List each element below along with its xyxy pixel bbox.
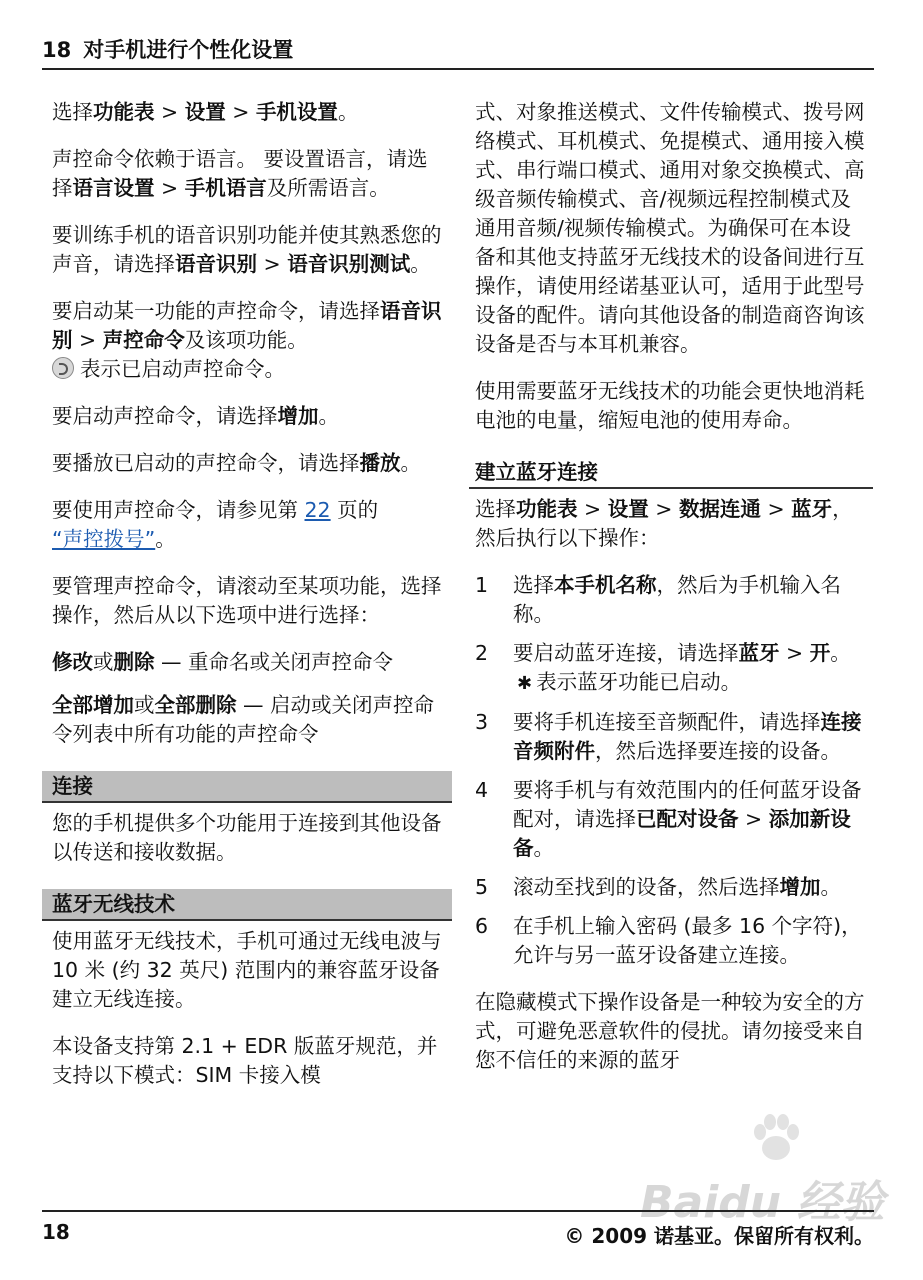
step-item: 4 要将手机与有效范围内的任何蓝牙设备配对，请选择已配对设备 > 添加新设备。 [475, 778, 862, 860]
baidu-watermark: Baidu 经验 [640, 1130, 870, 1220]
para-manage: 要管理声控命令，请滚动至某项功能，选择操作，然后从以下选项中进行选择： [52, 574, 442, 627]
para-connect: 您的手机提供多个功能用于连接到其他设备以传送和接收数据。 [52, 811, 442, 864]
step-item: 1 选择本手机名称，然后为手机输入名称。 [475, 573, 841, 626]
para-battery: 使用需要蓝牙无线技术的功能会更快地消耗电池的电量，缩短电池的使用寿命。 [475, 379, 865, 432]
voice-command-icon [52, 357, 74, 379]
right-column [475, 98, 867, 1093]
para-hidden-mode: 在隐藏模式下操作设备是一种较为安全的方式，可避免恶意软件的侵扰。请勿接受来自您不信任的来源的蓝牙 [475, 990, 865, 1072]
para-play: 要播放已启动的声控命令，请选择播放。 [52, 451, 421, 475]
bluetooth-icon: ✱ [517, 673, 533, 694]
para-bluetooth-spec: 本设备支持第 2.1 + EDR 版蓝牙规范，并支持以下模式：SIM 卡接入模 [52, 1034, 438, 1087]
page-link[interactable]: 22 [304, 498, 331, 522]
option-add-all-delete-all: 全部增加或全部删除 — 启动或关闭声控命令列表中所有功能的声控命令 [52, 693, 435, 746]
steps-list [475, 571, 867, 970]
step-item: 5 滚动至找到的设备，然后选择增加。 [475, 875, 841, 899]
footer-copyright: © 2009 诺基亚。保留所有权利。 [564, 1224, 874, 1248]
para-bluetooth-range: 使用蓝牙无线技术，手机可通过无线电波与 10 米 (约 32 英尺) 范围内的兼容蓝牙设备建立无线连接。 [52, 929, 442, 1011]
option-edit-delete: 修改或删除 — 重命名或关闭声控命令 [52, 650, 394, 674]
page-footer [42, 1210, 874, 1249]
para-add: 要启动声控命令，请选择增加。 [52, 404, 339, 428]
para-start-function: 要启动某一功能的声控命令，请选择语音识别 > 声控命令及该项功能。 表示已启动声控命令。 [52, 299, 442, 381]
page-header [42, 36, 874, 70]
footer-page-number: 18 [42, 1220, 70, 1244]
step-item: 3 要将手机连接至音频配件，请选择连接音频附件，然后选择要连接的设备。 [475, 710, 862, 763]
left-column [52, 98, 442, 1108]
section-title-bluetooth: 蓝牙无线技术 [42, 889, 452, 921]
para-see-page: 要使用声控命令，请参见第 22 页的 “声控拨号”。 [52, 498, 379, 551]
para-profiles: 式、对象推送模式、文件传输模式、拨号网络模式、耳机模式、免提模式、通用接入模式、串行端口模式、通用对象交换模式、高级音频传输模式、音/视频远程控制模式及通用音频/视频传输模式。为确保可在本设备和其他支持蓝牙无线技术的设备间进行互操作，请使用经诺基亚认可，适用于此型号设备的配件。请向其他设备的制造商咨询该设备是否与本耳机兼容。 [475, 100, 865, 356]
section-title-connect: 连接 [42, 771, 452, 803]
para-training: 要训练手机的语音识别功能并使其熟悉您的声音，请选择语音识别 > 语音识别测试。 [52, 223, 442, 276]
step-item: 2 要启动蓝牙连接，请选择蓝牙 > 开。✱ 表示蓝牙功能已启动。 [475, 641, 851, 694]
step-item: 6 在手机上输入密码 (最多 16 个字符)，允许与另一蓝牙设备建立连接。 [475, 914, 862, 967]
section-title-bt-connect: 建立蓝牙连接 [469, 457, 873, 489]
voice-dial-link[interactable]: “声控拨号” [52, 527, 156, 551]
paw-icon [748, 1110, 804, 1166]
para-bt-intro: 选择功能表 > 设置 > 数据连通 > 蓝牙，然后执行以下操作： [475, 497, 853, 550]
header-page-number: 18 [42, 38, 72, 62]
para-menu-path: 选择功能表 > 设置 > 手机设置。 [52, 100, 359, 124]
para-language: 声控命令依赖于语言。 要设置语言，请选择语言设置 > 手机语言及所需语言。 [52, 147, 428, 200]
header-title: 对手机进行个性化设置 [83, 38, 294, 62]
